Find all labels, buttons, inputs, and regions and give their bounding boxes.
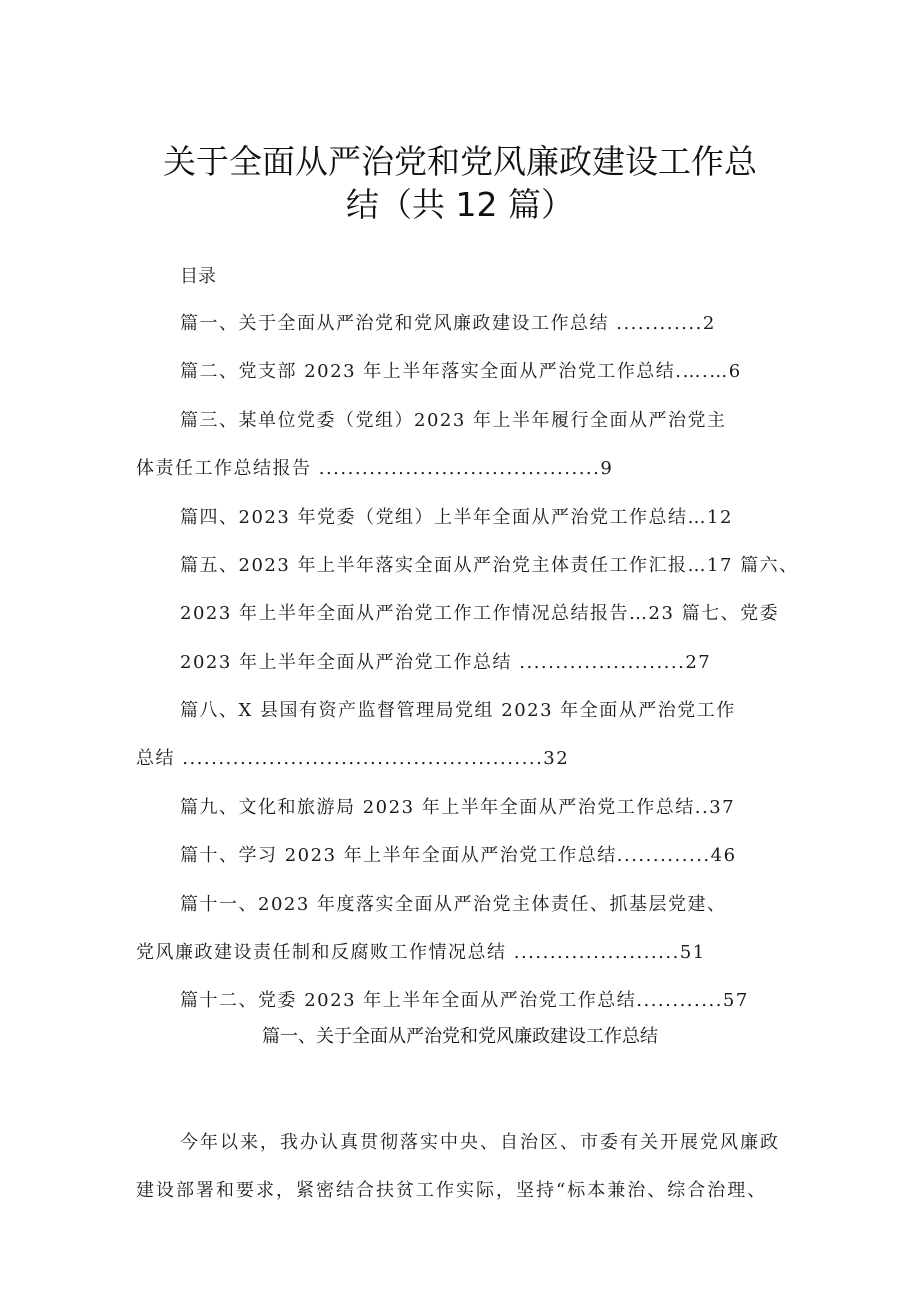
toc-heading: 目录 — [180, 266, 216, 287]
toc-entry-6[interactable]: 2023 年上半年全面从严治党工作工作情况总结报告…23 篇七、党委 — [180, 603, 780, 624]
body-paragraph-line1: 今年以来，我办认真贯彻落实中央、自治区、市委有关开展党风廉政 — [180, 1132, 780, 1153]
toc-entry-11-line2[interactable]: 党风廉政建设责任制和反腐败工作情况总结 .......................51 — [136, 942, 706, 963]
toc-entry-3-line1[interactable]: 篇三、某单位党委（党组）2023 年上半年履行全面从严治党主 — [180, 410, 727, 431]
toc-entry-7[interactable]: 2023 年上半年全面从严治党工作总结 .......................27 — [180, 652, 712, 673]
toc-entry-4[interactable]: 篇四、2023 年党委（党组）上半年全面从严治党工作总结…12 — [180, 507, 733, 528]
document-title-line1: 关于全面从严治党和党风廉政建设工作总 — [163, 142, 757, 181]
toc-entry-3-line2[interactable]: 体责任工作总结报告 .......................................9 — [136, 458, 614, 479]
toc-entry-12[interactable]: 篇十二、党委 2023 年上半年全面从严治党工作总结............57 — [180, 990, 749, 1011]
toc-entry-5[interactable]: 篇五、2023 年上半年落实全面从严治党主体责任工作汇报…17 篇六、 — [180, 555, 799, 576]
toc-entry-2[interactable]: 篇二、党支部 2023 年上半年落实全面从严治党工作总结.….…6 — [180, 361, 742, 382]
toc-entry-8-line2[interactable]: 总结 ..................................................32 — [136, 748, 570, 769]
body-paragraph-line2: 建设部署和要求，紧密结合扶贫工作实际，坚持“标本兼治、综合治理、 — [136, 1180, 768, 1201]
toc-entry-1[interactable]: 篇一、关于全面从严治党和党风廉政建设工作总结 ............2 — [180, 313, 716, 334]
document-title-line2: 结（共 12 篇） — [346, 185, 574, 224]
toc-entry-9[interactable]: 篇九、文化和旅游局 2023 年上半年全面从严治党工作总结..37 — [180, 797, 736, 818]
toc-entry-11-line1[interactable]: 篇十一、2023 年度落实全面从严治党主体责任、抓基层党建、 — [180, 894, 727, 915]
section-heading: 篇一、关于全面从严治党和党风廉政建设工作总结 — [262, 1026, 658, 1047]
toc-entry-8-line1[interactable]: 篇八、X 县国有资产监督管理局党组 2023 年全面从严治党工作 — [180, 700, 736, 721]
toc-entry-10[interactable]: 篇十、学习 2023 年上半年全面从严治党工作总结.............46 — [180, 845, 737, 866]
